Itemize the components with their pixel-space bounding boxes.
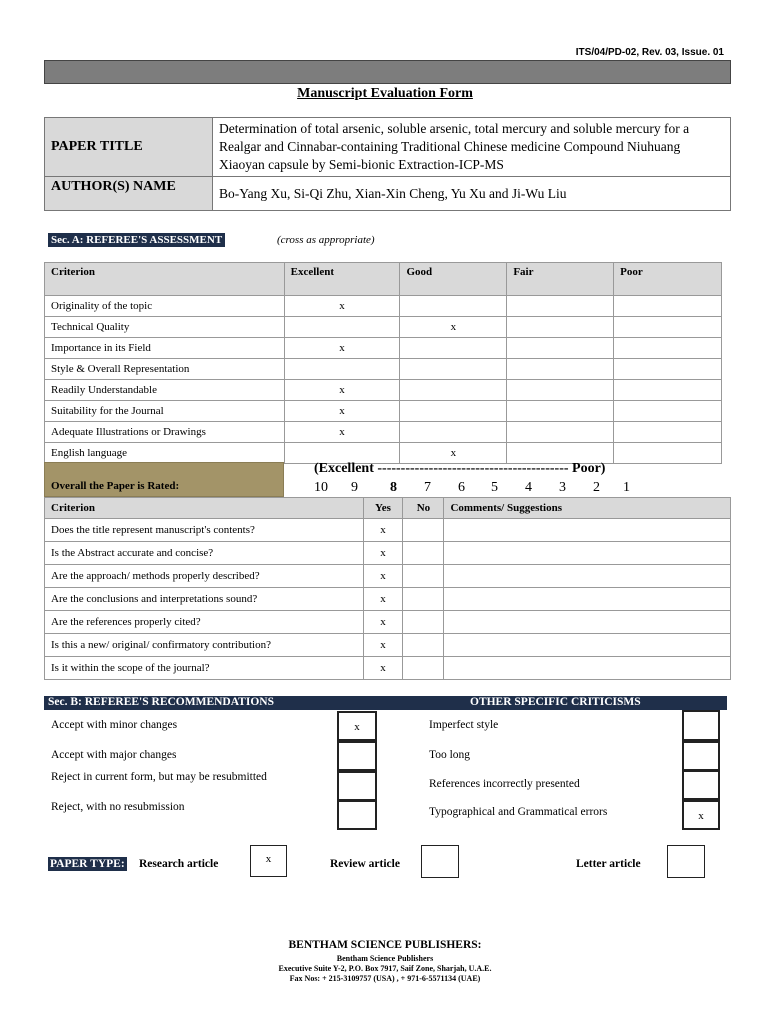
assessment-row xyxy=(45,422,722,443)
mark-cell[interactable]: x xyxy=(400,317,507,338)
rating-3[interactable]: 3 xyxy=(559,480,566,495)
paper-title-label: PAPER TITLE xyxy=(45,118,213,177)
criticism-checkbox[interactable] xyxy=(682,770,720,800)
col-no: No xyxy=(403,498,444,519)
criticism-label: Too long xyxy=(429,749,471,761)
mark-cell[interactable] xyxy=(614,443,722,464)
comment-cell[interactable] xyxy=(444,657,731,680)
mark-cell[interactable]: x xyxy=(284,338,400,359)
criterion-label: Style & Overall Representation xyxy=(45,359,285,380)
mark-cell[interactable]: x xyxy=(284,401,400,422)
rating-4[interactable]: 4 xyxy=(525,480,532,495)
criteria-row xyxy=(45,519,731,542)
col-poor: Poor xyxy=(614,263,722,296)
mark-cell[interactable] xyxy=(614,422,722,443)
mark-cell[interactable]: x xyxy=(284,296,400,317)
mark-cell[interactable] xyxy=(614,296,722,317)
paper-info-table xyxy=(44,117,731,211)
mark-cell[interactable] xyxy=(507,338,614,359)
recommendation-label: Accept with minor changes xyxy=(51,719,178,731)
rating-scale-text: (Excellent ----------------------------------------- Poor) xyxy=(314,461,606,476)
criteria-row xyxy=(45,565,731,588)
recommendation-checkbox[interactable] xyxy=(337,800,377,830)
section-a-label: Sec. A: REFEREE'S ASSESSMENT xyxy=(48,233,225,247)
mark-cell[interactable]: x xyxy=(400,443,507,464)
mark-cell[interactable]: x xyxy=(284,380,400,401)
criteria-table xyxy=(44,497,731,680)
publisher-heading: BENTHAM SCIENCE PUBLISHERS: xyxy=(288,939,482,951)
mark-cell[interactable] xyxy=(507,422,614,443)
review-article-checkbox[interactable] xyxy=(421,845,459,878)
mark-cell[interactable] xyxy=(507,317,614,338)
paper-title-value[interactable]: Determination of total arsenic, soluble arsenic, total mercury and soluble mercury for a Realgar and Cinnabar-containing Traditional Chinese medicine Compound Niuhuang Xiaoyan capsule by Semi-bionic Extraction-ICP-MS xyxy=(213,118,731,177)
mark-cell[interactable] xyxy=(400,422,507,443)
research-article-label: Research article xyxy=(139,858,219,870)
mark-cell[interactable]: x xyxy=(284,422,400,443)
recommendation-checkbox[interactable]: x xyxy=(337,711,377,741)
mark-cell[interactable] xyxy=(507,380,614,401)
assessment-row xyxy=(45,401,722,422)
rating-scale-numbers xyxy=(308,480,638,498)
recommendation-checkbox[interactable] xyxy=(337,771,377,801)
header-bar xyxy=(44,60,731,84)
assessment-row xyxy=(45,359,722,380)
criteria-row xyxy=(45,542,731,565)
criterion-label: Adequate Illustrations or Drawings xyxy=(45,422,285,443)
section-b-label: Sec. B: REFEREE'S RECOMMENDATIONS xyxy=(48,696,274,708)
assessment-row xyxy=(45,338,722,359)
comment-cell[interactable] xyxy=(444,542,731,565)
col-yes: Yes xyxy=(363,498,403,519)
yes-cell[interactable]: x xyxy=(363,611,403,634)
authors-value[interactable]: Bo-Yang Xu, Si-Qi Zhu, Xian-Xin Cheng, Yu Xu and Ji-Wu Liu xyxy=(213,177,731,211)
mark-cell[interactable] xyxy=(614,380,722,401)
cross-note: (cross as appropriate) xyxy=(277,234,375,246)
criterion-label: Readily Understandable xyxy=(45,380,285,401)
col-excellent: Excellent xyxy=(284,263,400,296)
rating-1[interactable]: 1 xyxy=(623,480,630,495)
criteria-row xyxy=(45,634,731,657)
assessment-row xyxy=(45,317,722,338)
comment-cell[interactable] xyxy=(444,588,731,611)
assessment-header-row xyxy=(45,263,722,296)
overall-rated-label xyxy=(44,462,284,497)
no-cell[interactable] xyxy=(403,565,444,588)
rating-9[interactable]: 9 xyxy=(351,480,358,495)
rating-6[interactable]: 6 xyxy=(458,480,465,495)
assessment-row xyxy=(45,380,722,401)
form-reference: ITS/04/PD-02, Rev. 03, Issue. 01 xyxy=(575,47,724,58)
criterion-label: Originality of the topic xyxy=(45,296,285,317)
criticism-label: Typographical and Grammatical errors xyxy=(429,806,608,818)
col-good: Good xyxy=(400,263,507,296)
mark-cell[interactable] xyxy=(614,359,722,380)
mark-cell[interactable] xyxy=(400,296,507,317)
criticism-checkbox[interactable] xyxy=(682,741,720,771)
no-cell[interactable] xyxy=(403,588,444,611)
col-comments: Comments/ Suggestions xyxy=(444,498,731,519)
mark-cell[interactable] xyxy=(400,338,507,359)
rating-2[interactable]: 2 xyxy=(593,480,600,495)
mark-cell[interactable] xyxy=(284,317,400,338)
question: Is the Abstract accurate and concise? xyxy=(45,542,364,565)
yes-cell[interactable]: x xyxy=(363,565,403,588)
rating-5[interactable]: 5 xyxy=(491,480,498,495)
criteria-header-row xyxy=(45,498,731,519)
paper-type-label: PAPER TYPE: xyxy=(50,858,125,870)
form-title: Manuscript Evaluation Form xyxy=(297,86,473,101)
no-cell[interactable] xyxy=(403,657,444,680)
comment-cell[interactable] xyxy=(444,519,731,542)
publisher-name: Bentham Science Publishers xyxy=(336,954,434,963)
question: Does the title represent manuscript's contents? xyxy=(45,519,364,542)
review-article-label: Review article xyxy=(330,858,400,870)
yes-cell[interactable]: x xyxy=(363,519,403,542)
rating-10[interactable]: 10 xyxy=(314,480,328,495)
mark-cell[interactable] xyxy=(614,338,722,359)
no-cell[interactable] xyxy=(403,611,444,634)
section-b-bar xyxy=(44,696,727,710)
other-criticisms-label: OTHER SPECIFIC CRITICISMS xyxy=(470,696,641,708)
research-article-checkbox[interactable]: x xyxy=(250,845,287,877)
yes-cell[interactable]: x xyxy=(363,657,403,680)
mark-cell[interactable] xyxy=(400,380,507,401)
mark-cell[interactable] xyxy=(400,401,507,422)
col-criterion: Criterion xyxy=(45,498,364,519)
recommendation-label: Reject, with no resubmission xyxy=(51,801,185,813)
criteria-row xyxy=(45,657,731,680)
publisher-fax: Fax Nos: + 215-3109757 (USA) , + 971-6-5571134 (UAE) xyxy=(289,974,481,983)
comment-cell[interactable] xyxy=(444,634,731,657)
criteria-row xyxy=(45,611,731,634)
criteria-row xyxy=(45,588,731,611)
no-cell[interactable] xyxy=(403,634,444,657)
assessment-row xyxy=(45,296,722,317)
no-cell[interactable] xyxy=(403,519,444,542)
mark-cell[interactable] xyxy=(400,359,507,380)
question: Is it within the scope of the journal? xyxy=(45,657,364,680)
criterion-label: Suitability for the Journal xyxy=(45,401,285,422)
question: Are the conclusions and interpretations sound? xyxy=(45,588,364,611)
question: Are the approach/ methods properly described? xyxy=(45,565,364,588)
col-fair: Fair xyxy=(507,263,614,296)
assessment-table xyxy=(44,262,722,464)
letter-article-label: Letter article xyxy=(576,858,641,870)
question: Are the references properly cited? xyxy=(45,611,364,634)
rating-7[interactable]: 7 xyxy=(424,480,431,495)
mark-cell[interactable] xyxy=(507,401,614,422)
recommendation-label: Accept with major changes xyxy=(51,749,177,761)
criticism-checkbox[interactable] xyxy=(682,710,720,741)
criticism-label: Imperfect style xyxy=(429,719,499,731)
letter-article-checkbox[interactable] xyxy=(667,845,705,878)
criterion-label: English language xyxy=(45,443,285,464)
no-cell[interactable] xyxy=(403,542,444,565)
col-criterion: Criterion xyxy=(45,263,285,296)
yes-cell[interactable]: x xyxy=(363,634,403,657)
criticism-label: References incorrectly presented xyxy=(429,778,580,790)
mark-cell[interactable] xyxy=(507,359,614,380)
comment-cell[interactable] xyxy=(444,611,731,634)
authors-label: AUTHOR(S) NAME xyxy=(45,177,213,211)
publisher-address: Executive Suite Y-2, P.O. Box 7917, Saif Zone, Sharjah, U.A.E. xyxy=(278,964,492,973)
question: Is this a new/ original/ confirmatory contribution? xyxy=(45,634,364,657)
yes-cell[interactable]: x xyxy=(363,588,403,611)
mark-cell[interactable] xyxy=(614,317,722,338)
criterion-label: Technical Quality xyxy=(45,317,285,338)
recommendation-checkbox[interactable] xyxy=(337,741,377,771)
mark-cell[interactable] xyxy=(507,296,614,317)
mark-cell[interactable] xyxy=(614,401,722,422)
rating-8-selected[interactable]: 8 xyxy=(390,480,397,495)
comment-cell[interactable] xyxy=(444,565,731,588)
yes-cell[interactable]: x xyxy=(363,542,403,565)
mark-cell[interactable] xyxy=(284,359,400,380)
recommendation-label: Reject in current form, but may be resubmitted xyxy=(51,771,267,783)
criticism-checkbox[interactable]: x xyxy=(682,800,720,830)
criterion-label: Importance in its Field xyxy=(45,338,285,359)
overall-rated-text: Overall the Paper is Rated: xyxy=(51,480,180,492)
